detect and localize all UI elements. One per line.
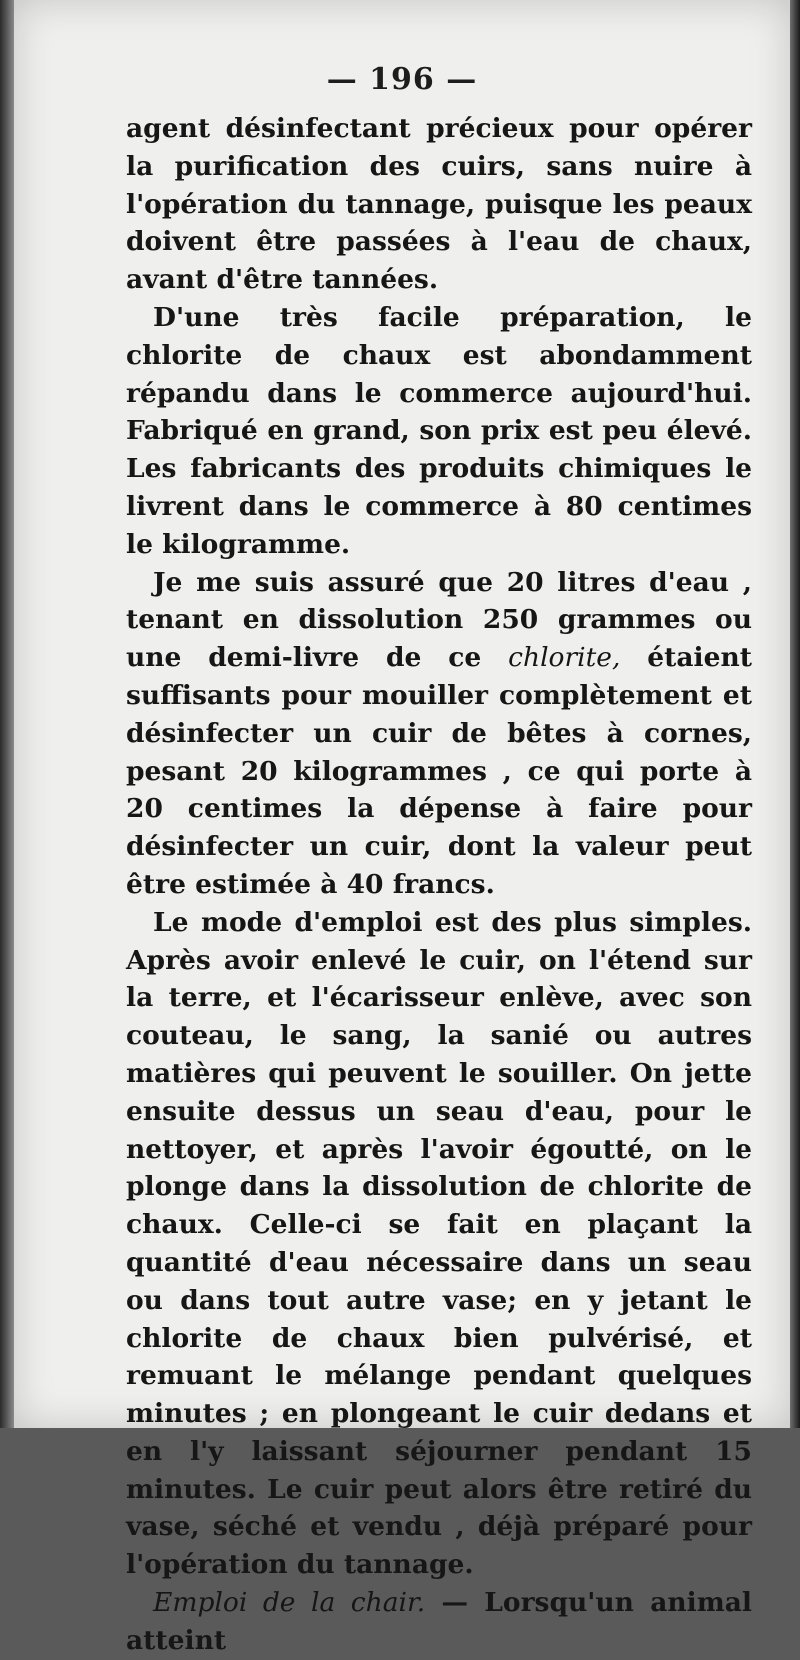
page-edge-right bbox=[790, 0, 800, 1428]
section-heading-line bbox=[126, 1584, 752, 1660]
page-edge-left bbox=[0, 0, 14, 1428]
italic-term-chlorite: chlorite, bbox=[508, 642, 621, 674]
paragraph-3-end: étaient suffisants pour mouiller complètement et désinfecter un cuir de bêtes à cornes, pesant 20 kilogrammes , ce qui porte à 20 centimes la dépense à faire pour désinfecter un cuir, dont la valeur peut être estimée à 40 francs. bbox=[126, 642, 752, 900]
paragraph-4: Le mode d'emploi est des plus simples. Après avoir enlevé le cuir, on l'étend sur la terre, et l'écarisseur enlève, avec son couteau, le sang, la sanié ou autres matières qui peuvent le souiller. On jette ensuite dessus un seau d'eau, pour le nettoyer, et après l'avoir égoutté, on le plonge dans la dissolution de chlorite de chaux. Celle-ci se fait en plaçant la quantité d'eau nécessaire dans un seau ou dans tout autre vase; en y jetant le chlorite de chaux bien pulvérisé, et remuant le mélange pendant quelques minutes ; en plongeant le cuir dedans et en l'y laissant séjourner pendant 15 minutes. Le cuir peut alors être retiré du vase, séché et vendu , déjà préparé pour l'opération du tannage. bbox=[126, 906, 752, 1581]
page-text bbox=[126, 110, 752, 1660]
section-heading-continuation: — Lorsqu'un animal atteint bbox=[126, 1587, 752, 1656]
page-number: — 196 — bbox=[326, 62, 478, 97]
section-heading-emploi-de-la-chair: Emploi de la chair. bbox=[153, 1587, 426, 1619]
book-page bbox=[14, 0, 790, 1656]
paragraph-3 bbox=[126, 564, 752, 904]
paragraph-2: D'une très facile préparation, le chlorite de chaux est abondamment répandu dans le commerce aujourd'hui. Fabriqué en grand, son prix est peu élevé. Les fabricants des produits chimiques le livrent dans le commerce à 80 centimes le kilogramme. bbox=[126, 301, 752, 560]
paragraph-3-start: Je me suis assuré que 20 litres d'eau , tenant en dissolution 250 grammes ou une demi-livre de ce bbox=[126, 566, 752, 674]
paragraph-1: agent désinfectant précieux pour opérer la purification des cuirs, sans nuire à l'opération du tannage, puisque les peaux doivent être passées à l'eau de chaux, avant d'être tannées. bbox=[126, 113, 752, 296]
